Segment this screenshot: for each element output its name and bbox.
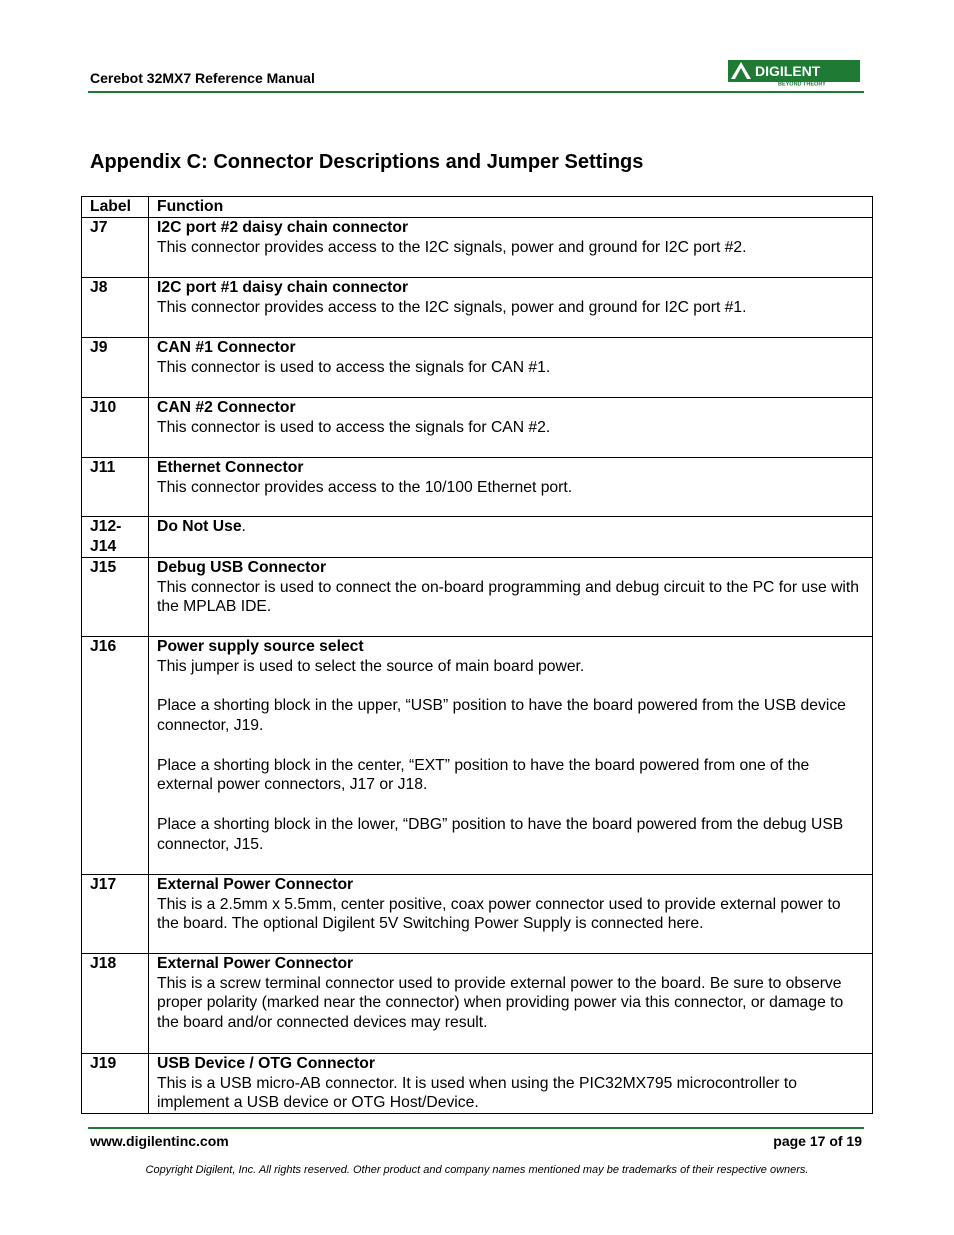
function-description: This connector is used to access the signals for CAN #2. [157,418,551,436]
digilent-logo [728,58,860,86]
connector-label: J7 [82,217,149,277]
connector-label: J17 [82,874,149,953]
function-description: This connector provides access to the I2C signals, power and ground for I2C port #1. [157,298,747,316]
function-title: USB Device / OTG Connector [157,1054,375,1072]
column-header-label: Label [82,197,149,218]
function-title: Debug USB Connector [157,558,327,576]
connector-function [149,557,873,636]
table-row [82,397,873,457]
connector-function [149,277,873,337]
table-row [82,874,873,953]
connector-function [149,1053,873,1113]
table-row [82,1053,873,1113]
connector-label: J10 [82,397,149,457]
footer-rule [88,1127,864,1129]
function-title: Do Not Use [157,517,242,535]
function-description: This connector provides access to the I2C signals, power and ground for I2C port #2. [157,238,747,256]
table-row [82,217,873,277]
logo-text: DIGILENT [755,63,821,79]
table-row [82,557,873,636]
header-rule [88,91,864,93]
table-row [82,337,873,397]
function-description: This is a USB micro-AB connector. It is used when using the PIC32MX795 microcontroller to implement a USB device or OTG Host/Device. [157,1074,797,1112]
connector-function [149,874,873,953]
column-header-function: Function [149,197,873,218]
connector-label: J16 [82,636,149,874]
connector-table [81,196,873,1114]
table-row [82,277,873,337]
function-title: Ethernet Connector [157,458,304,476]
connector-function [149,457,873,516]
function-title: CAN #2 Connector [157,398,296,416]
function-title: External Power Connector [157,875,354,893]
connector-label: J15 [82,557,149,636]
function-title-suffix: . [241,517,246,535]
connector-function [149,516,873,557]
function-title: I2C port #2 daisy chain connector [157,218,409,236]
function-description: This is a 2.5mm x 5.5mm, center positive, coax power connector used to provide external power to the board. The optional Digilent 5V Switching Power Supply is connected here. [157,895,841,933]
page-heading: Appendix C: Connector Descriptions and Jumper Settings [90,151,644,173]
connector-function [149,953,873,1053]
connector-label: J8 [82,277,149,337]
function-description: Place a shorting block in the upper, “USB” position to have the board powered from the USB device connector, J19. [157,697,846,734]
table-row [82,457,873,516]
connector-function [149,337,873,397]
table-row [82,516,873,557]
connector-label: J19 [82,1053,149,1113]
table-header-row [82,197,873,218]
connector-function [149,636,873,874]
function-description: Place a shorting block in the center, “EXT” position to have the board powered from one of the external power connectors, J17 or J18. [157,756,810,794]
function-description: This is a screw terminal connector used to provide external power to the board. Be sure to observe proper polarity (marked near the connector) when providing power via this connector, or damage to the board and/or connected devices may result. [157,974,844,1032]
function-description: This connector is used to connect the on-board programming and debug circuit to the PC for use with the MPLAB IDE. [157,578,859,616]
page-number: page 17 of 19 [773,1133,862,1149]
function-title: CAN #1 Connector [157,338,296,356]
function-description: Place a shorting block in the lower, “DBG” position to have the board powered from the debug USB connector, J15. [157,815,844,853]
logo-tagline: BEYOND THEORY [778,81,826,86]
table-row [82,953,873,1053]
function-title: Power supply source select [157,637,364,655]
connector-label: J18 [82,953,149,1053]
function-description: This connector is used to access the signals for CAN #1. [157,358,551,376]
function-description: This connector provides access to the 10/100 Ethernet port. [157,478,573,496]
function-title: External Power Connector [157,954,354,972]
copyright-notice: Copyright Digilent, Inc. All rights reserved. Other product and company names mentioned may be trademarks of their respective owners. [145,1164,809,1176]
connector-function [149,397,873,457]
function-description: This jumper is used to select the source of main board power. [157,657,585,675]
document-title: Cerebot 32MX7 Reference Manual [90,70,315,86]
function-title: I2C port #1 daisy chain connector [157,278,409,296]
connector-function [149,217,873,277]
table-row [82,636,873,874]
footer-url[interactable]: www.digilentinc.com [90,1133,229,1149]
connector-label: J9 [82,337,149,397]
connector-label: J12-J14 [82,516,149,557]
connector-label: J11 [82,457,149,516]
